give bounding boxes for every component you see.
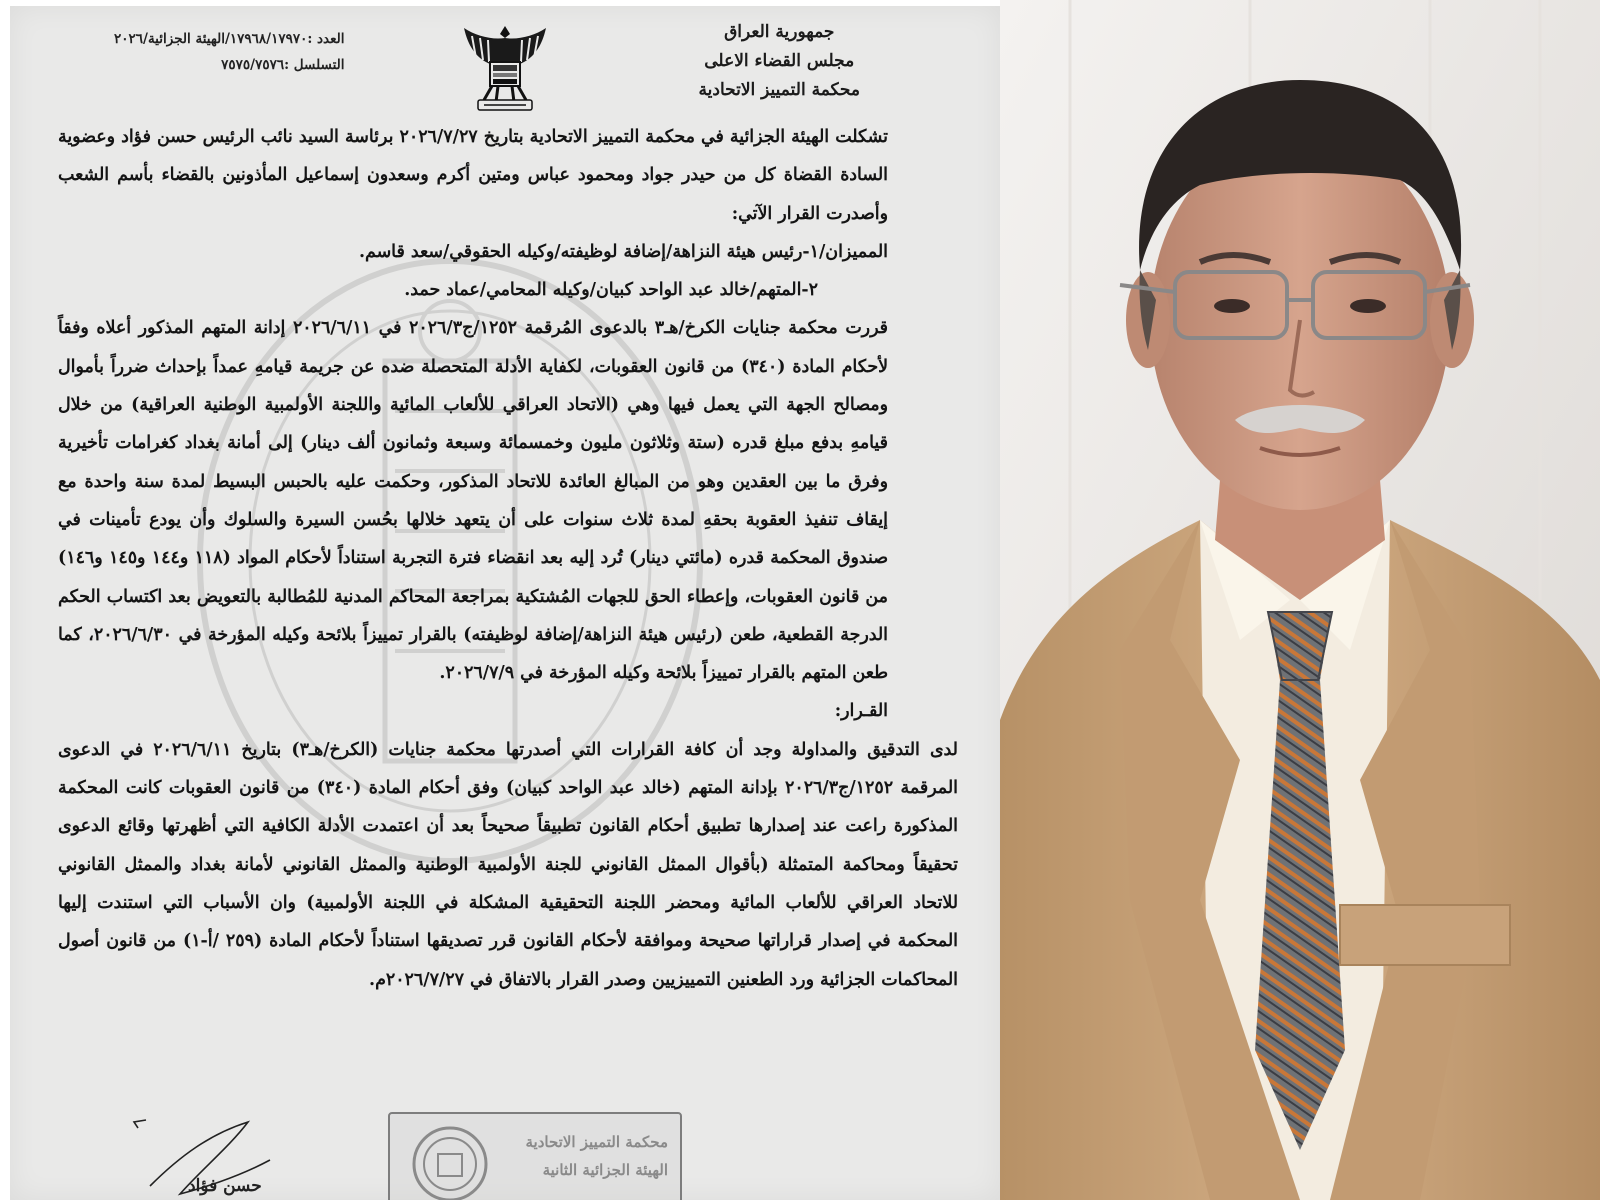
court-name-block bbox=[699, 18, 860, 105]
council-name: مجلس القضاء الاعلى bbox=[704, 51, 855, 71]
court-document bbox=[10, 6, 1000, 1200]
stamp-text bbox=[526, 1128, 668, 1184]
court-name: محكمة التمييز الاتحادية bbox=[698, 80, 860, 100]
stamp-seal-icon bbox=[410, 1124, 490, 1200]
document-header bbox=[10, 6, 1000, 116]
reference-block bbox=[114, 26, 345, 78]
formation-paragraph: تشكلت الهيئة الجزائية في محكمة التمييز الاتحادية بتاريخ ٢٠٢٦/٧/٢٧ برئاسة السيد نائب الرئيس حسن فؤاد وعضوية السادة القضاة كل من حيدر جواد ومحمود عباس ومتين أكرم وسعدون إسماعيل المأذونين بالقضاء بأسم الشعب وأصدرت القرار الآتي: bbox=[58, 127, 888, 224]
court-stamp bbox=[388, 1112, 682, 1200]
iraq-eagle-emblem-icon bbox=[462, 24, 548, 114]
appellants-line-1: المميزان/١-رئيس هيئة النزاهة/إضافة لوظيفته/وكيله الحقوقي/سعد قاسم. bbox=[358, 241, 888, 262]
appellants-line-2: ٢-المتهم/خالد عبد الواحد كبيان/وكيله المحامي/عماد حمد. bbox=[404, 280, 818, 301]
decision-heading: القـرار: bbox=[834, 701, 888, 722]
reference-number: العدد :١٧٩٦٨/١٧٩٧٠/الهيئة الجزائية/٢٠٢٦ bbox=[114, 31, 345, 47]
case-facts-paragraph: قررت محكمة جنايات الكرخ/هـ٣ بالدعوى المُرقمة ١٢٥٢/ج٢٠٢٦/٣ في ٢٠٢٦/٦/١١ إدانة المتهم المذكور أعلاه وفقاً لأحكام المادة (٣٤٠) من قانون العقوبات، لكفاية الأدلة المتحصلة ضده عن جريمة قيامهِ عمداً بإحداث ضرراً بأموال ومصالح الجهة التي يعمل فيها وهي (الاتحاد العراقي للألعاب المائية واللجنة الأولمبية الوطنية العراقية) من خلال قيامهِ بدفع مبلغ قدره (ستة وثلاثون مليون وخمسمائة وسبعة وثمانون ألف دينار) إلى أمانة بغداد كغرامات تأخيرية وفرق ما بين العقدين وهو من المبالغ العائدة للاتحاد المذكور، وحكمت عليه بالحبس البسيط لمدة سنة واحدة مع إيقاف تنفيذ العقوبة بحقهِ لمدة ثلاث سنوات على أن يتعهد خلالها بحُسن السيرة والسلوك وأن يودع تأمينات في صندوق المحكمة قدره (مائتي دينار) تُرد إليه بعد انقضاء فترة التجربة استناداً لأحكام المواد (١١٨ و١٤٤ و١٤٥ و١٤٦) من قانون العقوبات، وإعطاء الحق للجهات المُشتكية بمراجعة المحاكم المدنية للمُطالبة بالتعويض بعد اكتساب الحكم الدرجة القطعية، طعن (رئيس هيئة النزاهة/إضافة لوظيفته) بالقرار تمييزاً بلائحة وكيله المؤرخة في ٢٠٢٦/٦/٣٠، كما طعن المتهم بالقرار تمييزاً بلائحة وكيله المؤرخة في ٢٠٢٦/٧/٩. bbox=[58, 318, 889, 684]
stamp-line-2: الهيئة الجزائية الثانية bbox=[542, 1161, 668, 1179]
portrait-illustration bbox=[1000, 0, 1600, 1200]
country-name: جمهورية العراق bbox=[724, 22, 835, 42]
document-body bbox=[58, 118, 958, 999]
decision-paragraph: لدى التدقيق والمداولة وجد أن كافة القرارات التي أصدرتها محكمة جنايات (الكرخ/هـ٣) بتاريخ ٢٠٢٦/٦/١١ في الدعوى المرقمة ١٢٥٢/ج٢٠٢٦/٣ بإدانة المتهم (خالد عبد الواحد كبيان) وفق أحكام المادة (٣٤٠) من قانون العقوبات كانت المحكمة المذكورة راعت عند إصدارها تطبيق أحكام القانون تطبيقاً صحيحاً بعد أن اعتمدت الأدلة الكافية التي أظهرتها وقائع الدعوى تحقيقاً ومحاكمة المتمثلة (بأقوال الممثل القانوني للجنة الأولمبية الوطنية والممثل القانوني لأمانة بغداد والممثل القانوني للاتحاد العراقي للألعاب المائية ومحضر اللجنة التحقيقية المشكلة في اللجنة الأولمبية) وان الأسباب التي استندت إليها المحكمة في إصدار قراراتها صحيحة وموافقة لأحكام القانون قرر تصديقها استناداً لأحكام المادة (٢٥٩ /أ-١) من قانون أصول المحاكمات الجزائية ورد الطعنين التمييزيين وصدر القرار بالاتفاق في ٢٠٢٦/٧/٢٧م. bbox=[58, 739, 958, 990]
stamp-line-1: محكمة التمييز الاتحادية bbox=[525, 1133, 668, 1151]
reference-serial: التسلسل :٧٥٧٥/٧٥٧٦ bbox=[221, 57, 345, 73]
portrait-photo bbox=[1000, 0, 1600, 1200]
signer-name: حسن فؤاد bbox=[188, 1176, 262, 1196]
